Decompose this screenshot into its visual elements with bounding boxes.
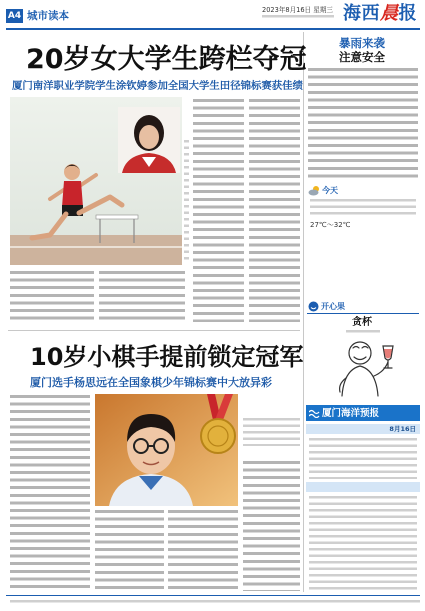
footer-text [10,600,420,604]
cartoon-title: 贪杯 [352,317,372,328]
sea-forecast-date-bar [306,482,420,492]
sea-forecast-rows [309,438,417,479]
section-title: 城市读本 [27,10,69,22]
story-1-photo [10,97,182,265]
cloud-sun-icon [308,185,321,196]
story-2-headline: 10岁小棋手提前锁定冠军 [30,343,304,371]
editor-credits [262,15,334,21]
story-2-photo [95,394,238,506]
weather-temperature: 27℃～32℃ [310,221,351,229]
weather-day-label: 今天 [322,186,338,195]
cartoon-drawing [320,336,410,398]
logo-text-a: 海西 [343,3,380,24]
weather-description [310,199,416,218]
logo-text-b: 晨 [380,3,399,24]
footer-rule [6,595,420,596]
story-2-body-column [168,510,238,591]
story-1-body-column [249,99,300,322]
wave-icon [309,408,320,418]
story-1-body-column [99,271,185,322]
story-2-body-column [10,395,90,591]
cartoon-author [346,330,380,333]
story-1-body-column [10,271,94,322]
smile-icon [308,301,319,312]
cartoon-column-label: 开心果 [321,302,345,311]
sea-forecast-date: 8月16日 [389,425,416,433]
logo-text-c: 报 [398,3,417,24]
sea-forecast-rows [309,496,417,590]
story-divider [8,330,300,331]
story-1-photo-caption [184,140,189,260]
weather-alert-subtitle: 注意安全 [339,50,385,64]
column-divider [303,32,304,592]
cartoon-column-rule [307,313,419,314]
story-2-body-column [95,510,164,591]
masthead-logo [343,3,417,25]
issue-date: 2023年8月16日 星期三 [262,6,334,14]
story-1-body-column [193,99,244,322]
page-number-badge: A4 [7,11,22,21]
sea-forecast-title: 厦门海洋预报 [322,408,380,419]
weather-alert-body [308,68,418,182]
story-2-body-column [243,461,300,591]
story-1-headline: 20岁女大学生跨栏夺冠 [26,44,307,75]
header-rule [6,28,420,30]
story-2-photo-caption [243,418,300,446]
story-2-subhead: 厦门选手杨思远在全国象棋少年锦标赛中大放异彩 [30,376,272,389]
story-1-subhead: 厦门南洋职业学院学生涂钦婷参加全国大学生田径锦标赛获佳绩 [12,80,303,92]
weather-alert-title: 暴雨来袭 [339,36,385,50]
